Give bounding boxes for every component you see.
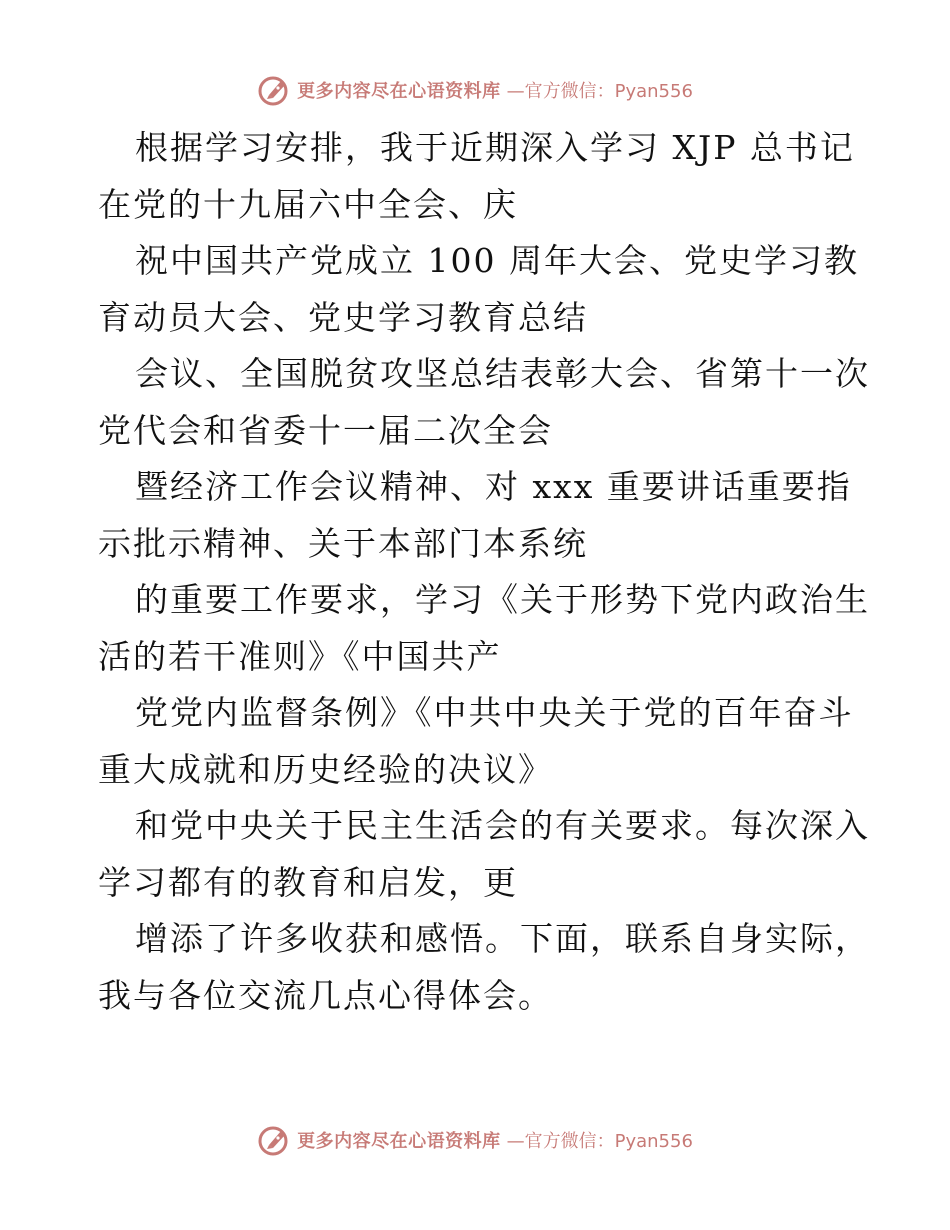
body-line: 育动员大会、党史学习教育总结 — [98, 297, 588, 337]
footer-watermark-suffix: —官方微信：Pyan556 — [506, 1131, 693, 1152]
body-line: 会议、全国脱贫攻坚总结表彰大会、省第十一次 — [135, 354, 870, 393]
body-line: 示批示精神、关于本部门本系统 — [98, 523, 588, 563]
header-watermark-prefix: 更多内容尽在心语资料库 — [297, 81, 501, 102]
pen-nib-logo-icon — [257, 1123, 291, 1157]
body-line: 党代会和省委十一届二次全会 — [98, 410, 553, 450]
body-line: 学习都有的教育和启发，更 — [98, 862, 518, 902]
document-body — [98, 120, 870, 1024]
body-line: 祝中国共产党成立 100 周年大会、党史学习教 — [135, 241, 859, 280]
body-line: 和党中央关于民主生活会的有关要求。每次深入 — [135, 806, 870, 845]
pen-nib-logo-icon — [257, 73, 291, 107]
body-line: 我与各位交流几点心得体会。 — [98, 975, 553, 1015]
body-line: 暨经济工作会议精神、对 xxx 重要讲话重要指 — [135, 467, 852, 506]
header-watermark-suffix: —官方微信：Pyan556 — [506, 81, 693, 102]
body-line: 重大成就和历史经验的决议》 — [98, 749, 553, 789]
body-line: 活的若干准则》《中国共产 — [98, 636, 502, 676]
body-line: 在党的十九届六中全会、庆 — [98, 184, 518, 224]
body-line: 党党内监督条例》《中共中央关于党的百年奋斗 — [135, 693, 854, 732]
header-watermark — [0, 70, 950, 110]
footer-watermark — [0, 1120, 950, 1160]
body-line: 增添了许多收获和感悟。下面，联系自身实际， — [135, 919, 870, 958]
footer-watermark-prefix: 更多内容尽在心语资料库 — [297, 1131, 501, 1152]
body-line: 的重要工作要求，学习《关于形势下党内政治生 — [135, 580, 870, 619]
body-line: 根据学习安排，我于近期深入学习 XJP 总书记 — [135, 128, 855, 167]
